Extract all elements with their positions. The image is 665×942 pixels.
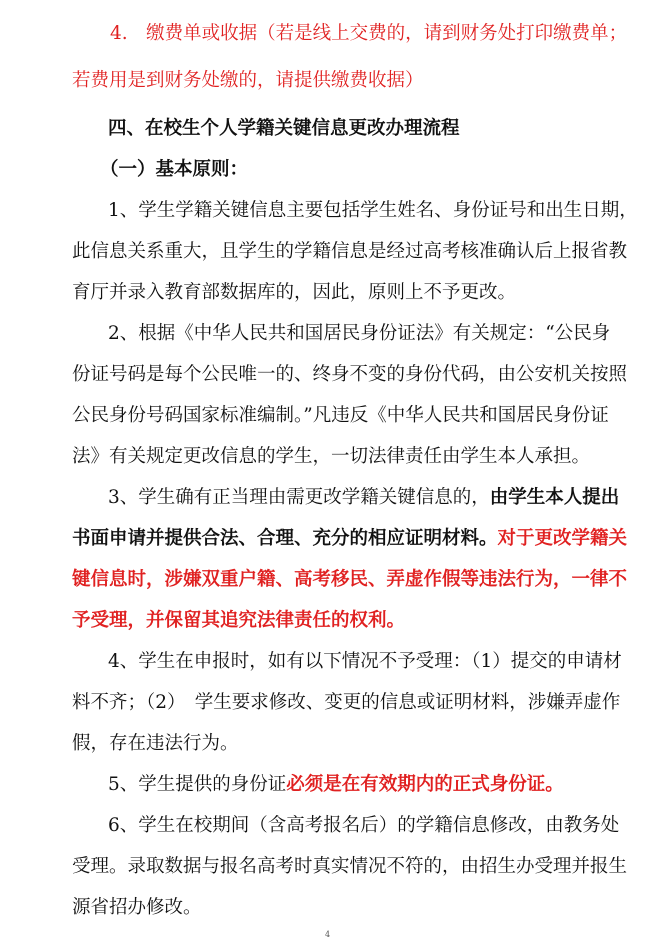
para6-line3: 源省招办修改。 <box>72 897 202 918</box>
section-heading-4: 四、在校生个人学籍关键信息更改办理流程 <box>108 118 460 139</box>
page-number: 4 <box>325 930 331 939</box>
para1-line1: 1、学生学籍关键信息主要包括学生姓名、身份证号和出生日期， <box>108 200 638 221</box>
para5-line1-normal: 5、学生提供的身份证 <box>108 774 287 795</box>
para3-line4: 予受理，并保留其追究法律责任的权利。 <box>72 610 406 631</box>
para3-line1-normal: 3、学生确有正当理由需更改学籍关键信息的， <box>108 487 490 508</box>
item4-line2: 若费用是到财务处缴的，请提供缴费收据） <box>72 70 424 91</box>
para6-line1: 6、学生在校期间（含高考报名后）的学籍信息修改，由教务处 <box>108 815 620 836</box>
para1-line2: 此信息关系重大，且学生的学籍信息是经过高考核准确认后上报省教 <box>72 241 628 262</box>
para4-line1: 4、学生在申报时，如有以下情况不予受理：（1）提交的申请材 <box>108 651 622 672</box>
para4-line2: 料不齐；（2） 学生要求修改、变更的信息或证明材料，涉嫌弄虚作 <box>72 692 621 713</box>
para3-line2-bold: 书面申请并提供合法、合理、充分的相应证明材料。 <box>72 528 498 549</box>
item4-line1: 4. 缴费单或收据（若是线上交费的，请到财务处打印缴费单； <box>110 23 628 44</box>
para5-line1-red: 必须是在有效期内的正式身份证。 <box>286 774 564 795</box>
para1-line3: 育厅并录入教育部数据库的，因此，原则上不予更改。 <box>72 282 517 303</box>
para3-line2-red: 对于更改学籍关 <box>497 528 628 549</box>
para4-line3: 假，存在违法行为。 <box>72 733 239 754</box>
para6-line2: 受理。录取数据与报名高考时真实情况不符的，由招生办受理并报生 <box>72 856 628 877</box>
para3-line2 <box>72 527 627 551</box>
para2-line1: 2、根据《中华人民共和国居民身份证法》有关规定：“公民身 <box>108 323 611 344</box>
para3-line3: 键信息时，涉嫌双重户籍、高考移民、弄虚作假等违法行为，一律不 <box>72 569 628 590</box>
para2-line2: 份证号码是每个公民唯一的、终身不变的身份代码，由公安机关按照 <box>72 364 628 385</box>
para3-line1-bold: 由学生本人提出 <box>489 487 620 508</box>
para2-line3: 公民身份号码国家标准编制。”凡违反《中华人民共和国居民身份证 <box>72 405 609 426</box>
subheading-basic-principles: （一）基本原则： <box>100 159 249 180</box>
para5-line1 <box>108 773 564 797</box>
para2-line4: 法》有关规定更改信息的学生，一切法律责任由学生本人承担。 <box>72 446 591 467</box>
para3-line1 <box>108 486 619 510</box>
